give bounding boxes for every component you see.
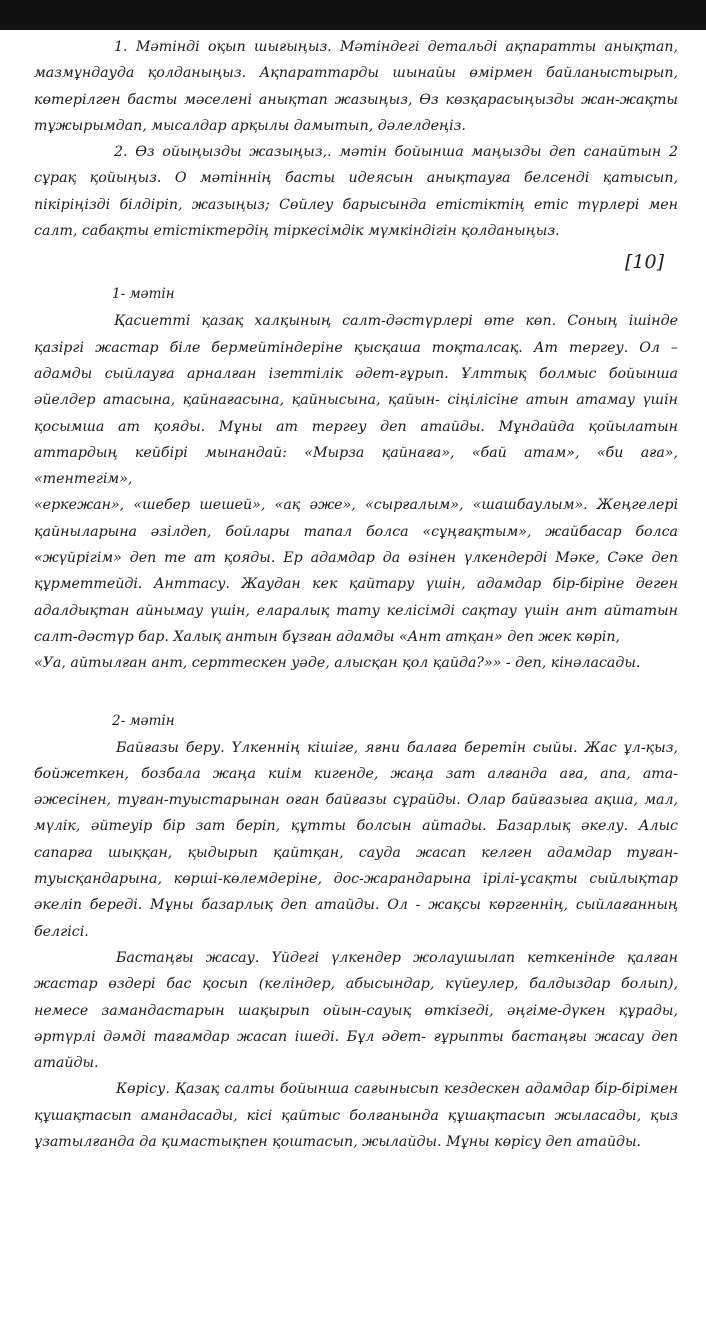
task-2-paragraph: 2. Өз ойыңызды жазыңыз,. мәтін бойынша маңызды деп санайтын 2 сұрақ қойыңыз. О мәтіннің басты идеясын анықтауға белсенді қатысып, пікіріңізді білдіріп, жазыңыз; Сөйлеу барысында етістіктің етіс түрлері мен салт, сабақты етістіктердің тіркесімдік мүмкіндігін қолданыңыз.	[34, 144, 678, 240]
text-2-heading: 2- мәтін	[112, 712, 175, 729]
document-page	[34, 34, 678, 1155]
text-1-paragraph-2: «еркежан», «шебер шешей», «ақ әже», «сырғалым», «шашбаулым». Жеңгелері қайныларына әзілдеп, бойлары тапал болса «сұңғақтым», жайбасар болса «жүйрігім» деп те ат қояды. Ер адамдар да өзінен үлкендерді Мәке, Сәке деп құрметтейді. Анттасу. Жаудан кек қайтару үшін, адамдар бір-біріне деген адалдықтан айнымау үшін, еларалық тату келісімді сақтау үшін ант айтатын салт-дәстүр бар. Халық антын бұзған адамды «Ант атқан» деп жек көріп,	[34, 497, 678, 645]
top-bar	[0, 0, 706, 30]
text-2-paragraph-3: Көрісу. Қазақ салты бойынша сағынысып кездескен адамдар бір-бірімен құшақтасып амандасады, кісі қайтыс болғанында құшақтасып жыласады, қыз ұзатылғанда да қимастықпен қоштасып, жылайды. Мұны көрісу деп атайды.	[34, 1081, 678, 1150]
score-label: [10]	[624, 251, 664, 274]
text-1-paragraph-1: Қасиетті қазақ халқының салт-дәстүрлері өте көп. Соның ішінде қазіргі жастар біле бермейтіндеріне қысқаша тоқталсақ. Ат тергеу. Ол – адамды сыйлауға арналған ізеттілік әдет-ғұрып. Ұлттық болмыс бойынша әйелдер атасына, қайнағасына, қайнысына, қайын- сіңілісіне атын атамау үшін қосымша ат қояды. Мұны ат тергеу деп атайды. Мұндайда қойылатын аттардың кейбірі мынандай: «Мырза қайнаға», «бай атам», «би аға», «тентегім»,	[34, 313, 678, 488]
text-1-heading: 1- мәтін	[112, 286, 175, 303]
text-1-paragraph-3: «Уа, айтылған ант, серттескен уәде, алысқан қол қайда?»» - деп, кінәласады.	[34, 655, 641, 672]
text-2-paragraph-1: Байғазы беру. Үлкеннің кішіге, яғни балаға беретін сыйы. Жас ұл-қыз, бойжеткен, бозбала жаңа киім кигенде, жаңа зат алғанда аға, апа, ата-әжесінен, туған-туыстарынан оған байғазы сұрайды. Олар байғазыға ақша, мал, мүлік, әйтеуір бір зат беріп, құтты болсын айтады. Базарлық әкелу. Алыс сапарға шыққан, қыдырып қайтқан, сауда жасап келген адамдар туған-туысқандарына, көрші-көлемдеріне, дос-жарандарына ірілі-ұсақты сыйлықтар әкеліп береді. Мұны базарлық деп атайды. Ол - жақсы көргеннің, сыйлағанның белгісі.	[34, 739, 678, 940]
text-2-paragraph-2: Бастаңғы жасау. Үйдегі үлкендер жолаушылап кеткенінде қалған жастар өздері бас қосып (келіндер, абысындар, күйеулер, балдыздар болып), немесе замандастарын шақырып ойын-сауық өткізеді, әңгіме-дүкен құрады, әртүрлі дәмді тағамдар жасап ішеді. Бұл әдет- ғұрыпты бастаңғы жасау деп атайды.	[34, 949, 678, 1072]
section-spacer	[34, 677, 678, 707]
task-1-paragraph: 1. Мәтінді оқып шығыңыз. Мәтіндегі детальді ақпаратты анықтап, мазмұндауда қолданыңыз. Ақпараттарды шынайы өмірмен байланыстырып, көтерілген басты мәселені анықтап жазыңыз, Өз көзқарасыңызды жан-жақты тұжырымдап, мысалдар арқылы дамытып, дәлелдеңіз.	[34, 39, 678, 134]
